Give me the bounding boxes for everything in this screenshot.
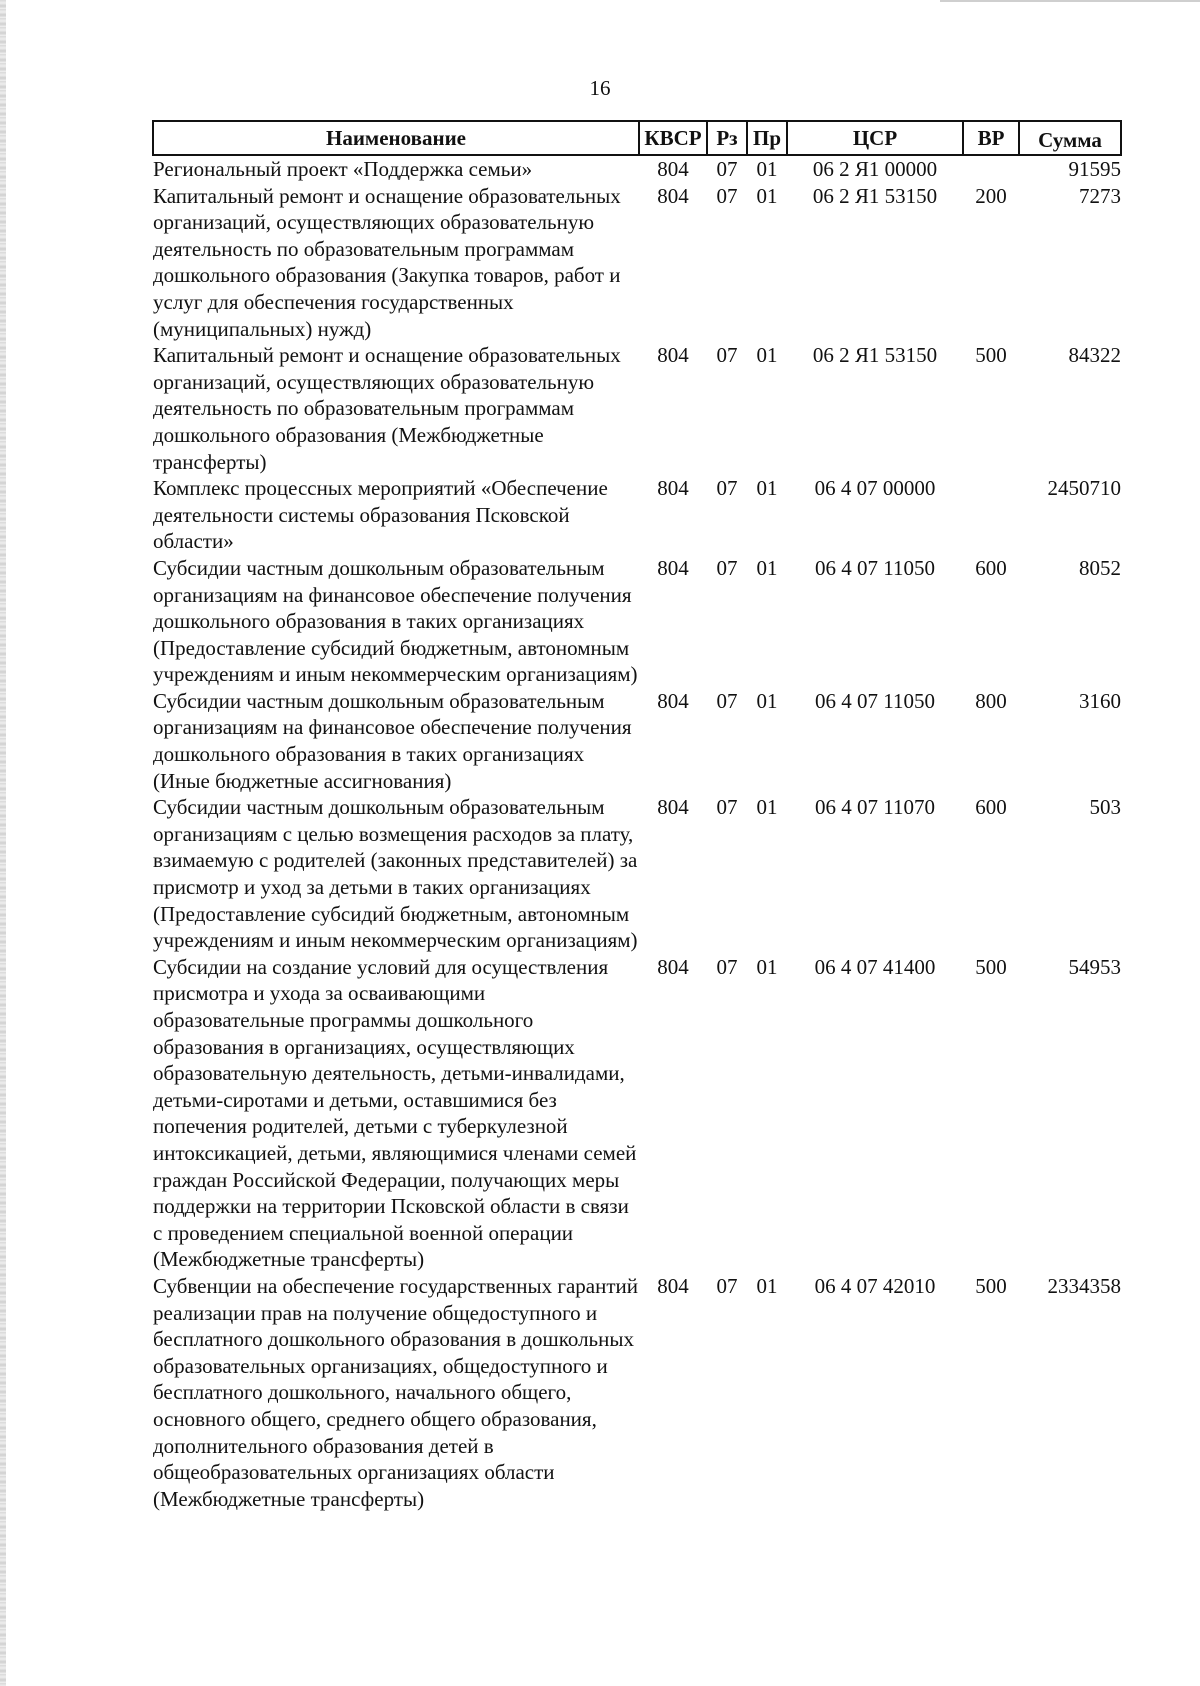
row-csr: 06 2 Я1 53150 (812, 183, 938, 208)
row-vr: 800 (975, 688, 1007, 713)
row-pr: 01 (756, 157, 778, 181)
scan-edge (0, 0, 6, 1686)
row-sum: 84322 (1068, 343, 1121, 368)
row-sum: 54953 (1068, 954, 1121, 979)
row-rz: 07 (716, 795, 738, 820)
row-kvsr: 804 (657, 954, 689, 979)
row-kvsr: 804 (657, 688, 689, 713)
row-pr: 01 (756, 476, 778, 501)
row-csr: 06 2 Я1 53150 (812, 343, 938, 368)
table-row (153, 954, 1121, 1273)
table-body (153, 155, 1121, 1512)
row-pr: 01 (756, 555, 778, 580)
table-row (153, 155, 1121, 183)
row-sum: 91595 (1068, 157, 1121, 181)
row-vr: 500 (975, 954, 1007, 979)
header-rz: Рз (707, 121, 747, 155)
row-rz: 07 (716, 476, 738, 501)
table-row (153, 475, 1121, 555)
table-row (153, 794, 1121, 954)
row-name: Субвенции на обеспечение государственных гарантий реализации прав на получение общедоступного и бесплатного дошкольного образования в дошкольных образовательных организациях, общедоступного и бесплатного дошкольного, начального общего, основного общего, среднего общего образования, дополнительного образования детей в общеобразовательных организациях области (Межбюджетные трансферты) (153, 1273, 638, 1511)
row-kvsr: 804 (657, 1273, 689, 1298)
table-header (153, 121, 1121, 155)
row-name: Капитальный ремонт и оснащение образовательных организаций, осуществляющих образовательную деятельность по образовательным программам дошкольного образования (Межбюджетные трансферты) (153, 343, 621, 474)
row-rz: 07 (716, 688, 738, 713)
page-number: 16 (589, 76, 611, 100)
row-pr: 01 (756, 1273, 778, 1298)
row-sum: 3160 (1079, 688, 1121, 713)
row-sum: 7273 (1079, 183, 1121, 208)
row-sum: 8052 (1079, 555, 1121, 580)
row-name: Субсидии на создание условий для осуществления присмотра и ухода за осваивающими образовательные программы дошкольного образования в организациях, осуществляющих образовательную деятельность, детьми-инвалидами, детьми-сиротами и детьми, оставшимися без попечения родителей, детьми с туберкулезной интоксикацией, детьми, являющимися членами семей граждан Российской Федерации, получающих меры поддержки на территории Псковской области в связи с проведением специальной военной операции (Межбюджетные трансферты) (153, 954, 637, 1272)
row-name: Капитальный ремонт и оснащение образовательных организаций, осуществляющих образовательную деятельность по образовательным программам дошкольного образования (Закупка товаров, работ и услуг для обеспечения государственных (муниципальных) нужд) (153, 183, 621, 341)
row-rz: 07 (716, 555, 738, 580)
header-csr: ЦСР (787, 121, 963, 155)
header-pr: Пр (747, 121, 787, 155)
row-kvsr: 804 (657, 795, 689, 820)
row-vr: 500 (975, 1273, 1007, 1298)
row-pr: 01 (756, 954, 778, 979)
row-pr: 01 (756, 795, 778, 820)
row-name: Комплекс процессных мероприятий «Обеспечение деятельности системы образования Псковской области» (153, 476, 608, 554)
row-vr: 600 (975, 795, 1007, 820)
row-csr: 06 4 07 42010 (814, 1273, 936, 1298)
table-row (153, 1273, 1121, 1512)
row-csr: 06 4 07 41400 (814, 954, 936, 979)
header-sum: Сумма (1019, 121, 1121, 155)
header-name: Наименование (153, 121, 639, 155)
row-vr (963, 475, 1019, 555)
row-name: Субсидии частным дошкольным образовательным организациям с целью возмещения расходов за плату, взимаемую с родителей (законных представителей) за присмотр и уход за детьми в таких организациях (Предоставление субсидий бюджетным, автономным учреждениям и иным некоммерческим организациям) (153, 795, 638, 953)
row-sum: 2450710 (1047, 476, 1121, 501)
row-rz: 07 (716, 954, 738, 979)
row-kvsr: 804 (657, 183, 689, 208)
row-vr: 200 (975, 183, 1007, 208)
header-vr: ВР (963, 121, 1019, 155)
row-vr: 500 (975, 343, 1007, 368)
header-kvsr: КВСР (639, 121, 707, 155)
row-pr: 01 (756, 688, 778, 713)
row-name: Субсидии частным дошкольным образовательным организациям на финансовое обеспечение получения дошкольного образования в таких организациях (Предоставление субсидий бюджетным, автономным учреждениям и иным некоммерческим организациям) (153, 555, 638, 687)
row-pr: 01 (756, 183, 778, 208)
row-kvsr: 804 (657, 476, 689, 501)
row-csr: 06 4 07 11050 (815, 555, 935, 580)
row-vr: 600 (975, 555, 1007, 580)
row-sum: 503 (1089, 795, 1121, 820)
table-row (153, 688, 1121, 794)
row-pr: 01 (756, 343, 778, 368)
row-kvsr: 804 (657, 343, 689, 368)
scan-edge-top (940, 0, 1200, 2)
row-kvsr: 804 (657, 157, 689, 181)
row-rz: 07 (716, 343, 738, 368)
row-rz: 07 (716, 157, 738, 181)
row-sum: 2334358 (1047, 1273, 1121, 1298)
row-csr: 06 2 Я1 00000 (812, 157, 938, 181)
row-name: Региональный проект «Поддержка семьи» (153, 157, 533, 181)
table-row (153, 555, 1121, 688)
header-row (153, 121, 1121, 155)
row-csr: 06 4 07 00000 (814, 476, 936, 501)
row-kvsr: 804 (657, 555, 689, 580)
row-rz: 07 (716, 183, 738, 208)
budget-table (152, 120, 1122, 1512)
row-csr: 06 4 07 11070 (815, 795, 935, 820)
row-name: Субсидии частным дошкольным образовательным организациям на финансовое обеспечение получения дошкольного образования в таких организациях (Иные бюджетные ассигнования) (153, 688, 632, 793)
row-rz: 07 (716, 1273, 738, 1298)
table-row (153, 342, 1121, 475)
row-vr (963, 155, 1019, 183)
table-row (153, 183, 1121, 343)
row-csr: 06 4 07 11050 (815, 688, 935, 713)
